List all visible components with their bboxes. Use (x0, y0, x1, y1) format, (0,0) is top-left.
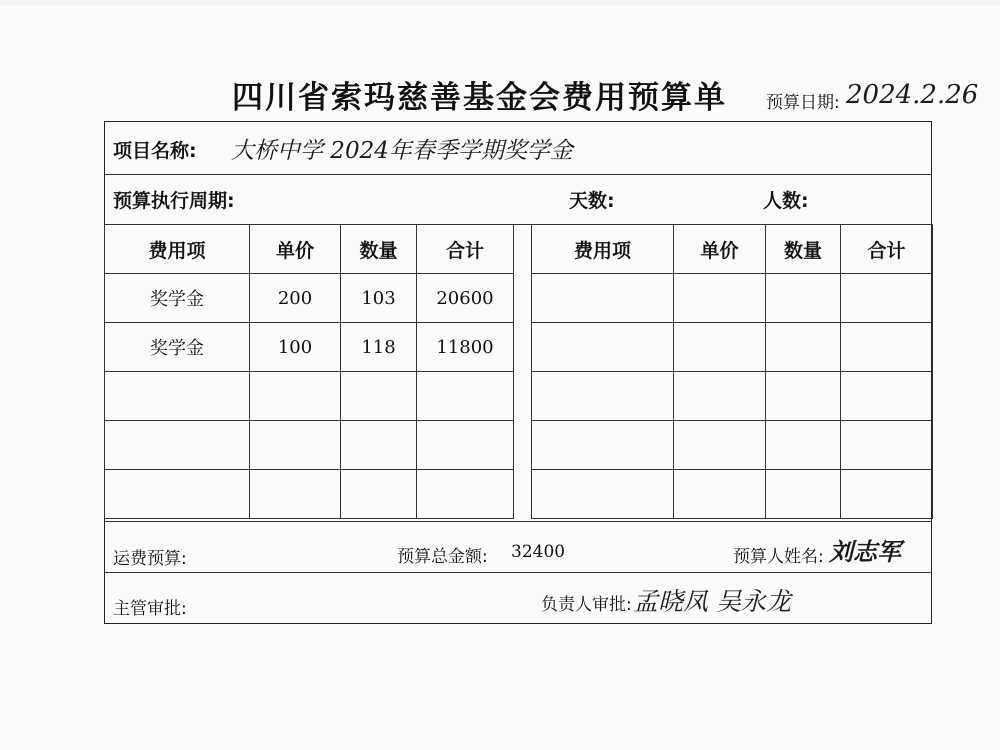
approval-row (105, 572, 931, 623)
item-cell (532, 421, 674, 470)
project-row (105, 122, 931, 175)
unit-price-cell (250, 421, 341, 470)
form-title: 四川省索玛慈善基金会费用预算单 (232, 80, 727, 116)
table-row (105, 372, 514, 421)
header-quantity: 数量 (341, 225, 417, 274)
table-row (105, 470, 514, 519)
table-row (532, 421, 933, 470)
quantity-cell (766, 323, 841, 372)
item-cell (105, 372, 250, 421)
table-row (105, 274, 514, 323)
table-row (532, 372, 933, 421)
people-label: 人数: (763, 190, 809, 212)
preparer-signature: 刘志军 (829, 537, 901, 566)
item-cell (532, 470, 674, 519)
table-row (532, 470, 933, 519)
unit-price-cell: 100 (250, 323, 341, 372)
header-item: 费用项 (105, 225, 250, 274)
responsible-signatures: 孟晓凤 吴永龙 (633, 587, 791, 616)
days-label: 天数: (569, 190, 615, 212)
quantity-cell (766, 372, 841, 421)
unit-price-cell (674, 372, 766, 421)
total-cell (841, 421, 933, 470)
header-total: 合计 (417, 225, 514, 274)
budget-date-label: 预算日期: (766, 93, 840, 113)
total-cell (417, 421, 514, 470)
budget-total-row (105, 521, 931, 573)
period-row (105, 174, 931, 225)
unit-price-cell (674, 421, 766, 470)
unit-price-cell (674, 323, 766, 372)
responsible-approval-label: 负责人审批: (541, 595, 632, 615)
quantity-cell (766, 421, 841, 470)
item-cell (532, 323, 674, 372)
header-total: 合计 (841, 225, 933, 274)
table-row (105, 421, 514, 470)
items-table-left (104, 224, 514, 519)
form-frame (104, 121, 932, 624)
table-header-row (105, 225, 514, 274)
item-cell (105, 470, 250, 519)
total-amount-value: 32400 (511, 542, 566, 562)
header-unit-price: 单价 (250, 225, 341, 274)
project-name-label: 项目名称: (113, 140, 197, 162)
unit-price-cell (250, 372, 341, 421)
budget-date-value: 2024.2.26 (846, 80, 979, 110)
quantity-cell: 103 (341, 274, 417, 323)
items-area (105, 224, 931, 521)
unit-price-cell (674, 470, 766, 519)
items-table-right (531, 224, 933, 519)
item-cell (532, 274, 674, 323)
quantity-cell (341, 421, 417, 470)
unit-price-cell (674, 274, 766, 323)
table-row (532, 323, 933, 372)
total-cell: 20600 (417, 274, 514, 323)
table-row (532, 274, 933, 323)
budget-sheet (0, 6, 1000, 750)
total-cell (841, 372, 933, 421)
item-cell: 奖学金 (105, 274, 250, 323)
total-cell (417, 470, 514, 519)
table-row (105, 323, 514, 372)
header-unit-price: 单价 (674, 225, 766, 274)
header-quantity: 数量 (766, 225, 841, 274)
total-cell (841, 323, 933, 372)
item-cell (105, 421, 250, 470)
table-header-row (532, 225, 933, 274)
item-cell (532, 372, 674, 421)
unit-price-cell: 200 (250, 274, 341, 323)
supervisor-approval-label: 主管审批: (113, 599, 187, 619)
total-cell (841, 470, 933, 519)
total-cell (417, 372, 514, 421)
quantity-cell (766, 470, 841, 519)
freight-budget-label: 运费预算: (113, 549, 187, 569)
header-item: 费用项 (532, 225, 674, 274)
total-amount-label: 预算总金额: (397, 547, 488, 567)
quantity-cell (766, 274, 841, 323)
item-cell: 奖学金 (105, 323, 250, 372)
preparer-name-label: 预算人姓名: (733, 547, 824, 567)
period-label: 预算执行周期: (113, 190, 235, 212)
total-cell: 11800 (417, 323, 514, 372)
project-name-value: 大桥中学 2024年春季学期奖学金 (231, 138, 573, 164)
quantity-cell (341, 470, 417, 519)
quantity-cell (341, 372, 417, 421)
total-cell (841, 274, 933, 323)
quantity-cell: 118 (341, 323, 417, 372)
unit-price-cell (250, 470, 341, 519)
